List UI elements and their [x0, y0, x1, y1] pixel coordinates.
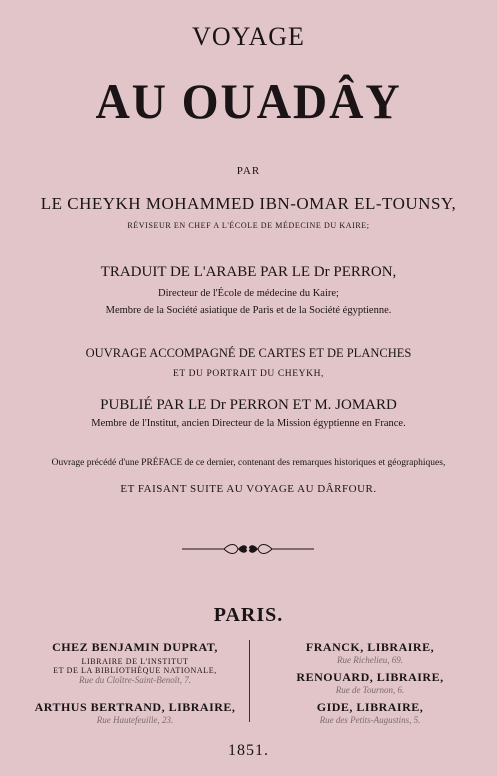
- byline-par: PAR: [236, 165, 261, 177]
- translator-desc-1: Directeur de l'École de médecine du Kaire;: [158, 288, 339, 299]
- accompaniment-line-1: OUVRAGE ACCOMPAGNÉ DE CARTES ET DE PLANCHES: [85, 346, 412, 360]
- ornament-icon: [180, 541, 316, 557]
- author-name: LE CHEYKH MOHAMMED IBN-OMAR EL-TOUNSY,: [40, 194, 457, 213]
- publisher-desc: Membre de l'Institut, ancien Directeur de la Mission égyptienne en France.: [91, 418, 406, 429]
- translator-desc-2: Membre de la Société asiatique de Paris et de la Société égyptienne.: [105, 305, 392, 316]
- publisher-block-arthus-bertrand: [20, 700, 250, 725]
- publisher-name: FRANCK, LIBRAIRE,: [305, 640, 435, 654]
- publisher-block-franck: [255, 640, 485, 665]
- column-divider: [249, 640, 250, 722]
- publisher-address: Rue des Petits-Augustins, 5.: [319, 715, 421, 725]
- publisher-name: GIDE, LIBRAIRE,: [316, 700, 424, 714]
- translator-heading: TRADUIT DE L'ARABE PAR LE Dr PERRON,: [100, 264, 397, 280]
- author-role: RÉVISEUR EN CHEF A L'ÉCOLE DE MÉDECINE DU KAIRE;: [127, 221, 370, 230]
- publisher-sub: LIBRAIRE DE L'INSTITUT: [81, 657, 189, 666]
- sequel-note: ET FAISANT SUITE AU VOYAGE AU DÂRFOUR.: [120, 483, 377, 495]
- publication-year: 1851.: [228, 742, 269, 759]
- publisher-name: RENOUARD, LIBRAIRE,: [296, 670, 444, 684]
- publisher-block-duprat: [20, 640, 250, 685]
- publisher-heading: PUBLIÉ PAR LE Dr PERRON ET M. JOMARD: [100, 397, 397, 413]
- publisher-block-renouard: [255, 670, 485, 695]
- publisher-name: CHEZ BENJAMIN DUPRAT,: [52, 640, 218, 654]
- publisher-name: ARTHUS BERTRAND, LIBRAIRE,: [34, 700, 236, 714]
- title-line-2: AU OUADÂY: [95, 73, 402, 129]
- preface-note: Ouvrage précédé d'une PRÉFACE de ce dernier, contenant des remarques historiques et géographiques,: [51, 458, 446, 468]
- publisher-address: Rue Richelieu, 69.: [337, 655, 403, 665]
- title-line-1: VOYAGE: [192, 22, 305, 51]
- accompaniment-line-2: ET DU PORTRAIT DU CHEYKH,: [172, 369, 325, 379]
- publisher-address: Rue de Tournon, 6.: [335, 685, 405, 695]
- city: PARIS.: [213, 604, 284, 626]
- publisher-block-gide: [255, 700, 485, 725]
- publisher-address: Rue du Cloître-Saint-Benoît, 7.: [79, 675, 191, 685]
- publisher-address: Rue Hautefeuille, 23.: [96, 715, 174, 725]
- publisher-sub: ET DE LA BIBLIOTHÈQUE NATIONALE,: [53, 666, 217, 675]
